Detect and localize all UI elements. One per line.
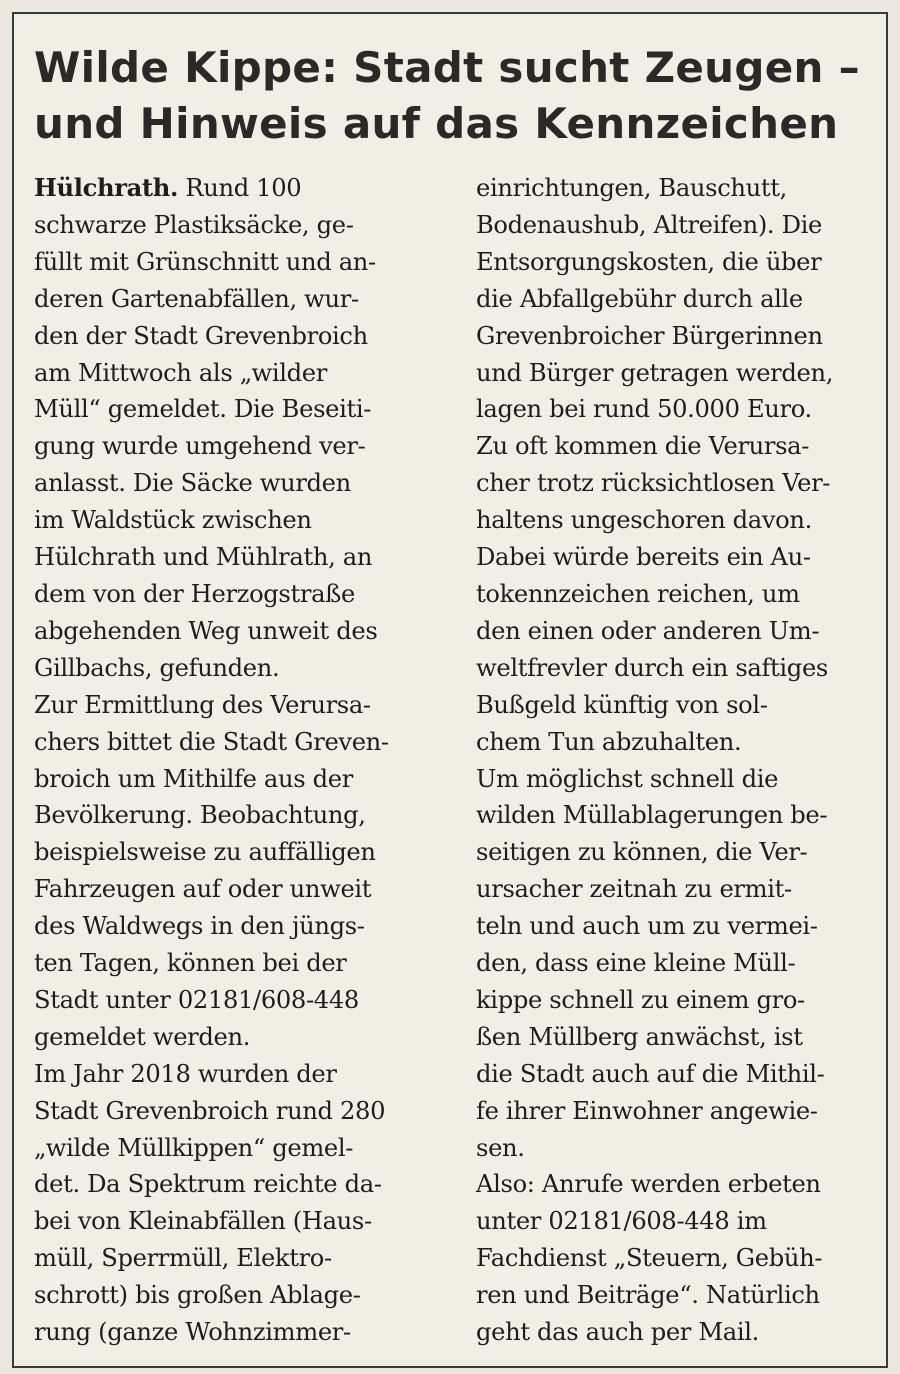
text-line: seitigen zu können, die Ver- <box>476 838 808 867</box>
text-line: Grevenbroicher Bürgerinnen <box>476 321 823 350</box>
text-line: weltfrevler durch ein saftiges <box>476 653 828 682</box>
headline-line-1: Wilde Kippe: Stadt sucht Zeugen – <box>34 43 860 92</box>
text-line: cher trotz rücksichtlosen Ver- <box>476 469 831 498</box>
text-line: ßen Müllberg anwächst, ist <box>476 1022 803 1051</box>
text-line: chem Tun abzuhalten. <box>476 727 742 756</box>
text-line: einrichtungen, Bauschutt, <box>476 174 787 202</box>
text-line: geht das auch per Mail. <box>476 1318 759 1347</box>
newspaper-clipping <box>12 12 888 1368</box>
text-line: füllt mit Grünschnitt und an- <box>34 247 376 276</box>
text-line: beispielsweise zu auffälligen <box>34 838 376 867</box>
text-line: schrott) bis großen Ablage- <box>34 1281 361 1310</box>
text-line: müll, Sperrmüll, Elektro- <box>34 1244 332 1273</box>
article-column-right <box>476 170 871 1351</box>
text-line: rung (ganze Wohnzimmer- <box>34 1318 351 1347</box>
text-line: det. Da Spektrum reichte da- <box>34 1170 382 1199</box>
text-line: Entsorgungskosten, die über <box>476 247 822 276</box>
text-line: die Stadt auch auf die Mithil- <box>476 1059 825 1088</box>
text-line: ren und Beiträge“. Natürlich <box>476 1281 820 1310</box>
text-line: Um möglichst schnell die <box>476 764 779 793</box>
text-line: Also: Anrufe werden erbeten <box>476 1170 821 1199</box>
text-line: Zu oft kommen die Verursa- <box>476 432 810 461</box>
text-line: ursacher zeitnah zu ermit- <box>476 875 792 904</box>
text-line: Stadt unter 02181/608-448 <box>34 985 359 1014</box>
text-line: abgehenden Weg unweit des <box>34 616 378 645</box>
text-line: den einen oder anderen Um- <box>476 616 820 645</box>
text-line: und Bürger getragen werden, <box>476 358 834 387</box>
text-line: im Waldstück zwischen <box>34 506 312 535</box>
article-column-left <box>34 170 429 1351</box>
text-line: Fachdienst „Steuern, Gebüh- <box>476 1244 823 1273</box>
headline-line-2: und Hinweis auf das Kennzeichen <box>34 99 839 148</box>
text-line: teln und auch um zu vermei- <box>476 912 818 941</box>
text-line: Zur Ermittlung des Verursa- <box>34 690 371 719</box>
text-line: gemeldet werden. <box>34 1022 251 1051</box>
text-line: wilden Müllablagerungen be- <box>476 801 828 830</box>
text-line: die Abfallgebühr durch alle <box>476 284 803 313</box>
dateline: Hülchrath. <box>34 173 179 202</box>
text-line: schwarze Plastiksäcke, ge- <box>34 210 354 239</box>
text-line: sen. <box>476 1133 525 1162</box>
text-line-rest: Rund 100 <box>178 174 302 202</box>
text-line <box>34 170 429 207</box>
text-line: haltens ungeschoren davon. <box>476 506 812 535</box>
text-line: den der Stadt Grevenbroich <box>34 321 368 350</box>
text-line: am Mittwoch als „wilder <box>34 358 327 387</box>
text-line: kippe schnell zu einem gro- <box>476 985 805 1014</box>
text-line: bei von Kleinabfällen (Haus- <box>34 1207 372 1236</box>
text-line: gung wurde umgehend ver- <box>34 432 366 461</box>
text-line: Gillbachs, gefunden. <box>34 653 280 682</box>
text-line: Im Jahr 2018 wurden der <box>34 1059 337 1088</box>
text-line: broich um Mithilfe aus der <box>34 764 353 793</box>
text-line: fe ihrer Einwohner angewie- <box>476 1096 818 1125</box>
text-line: Dabei würde bereits ein Au- <box>476 543 811 572</box>
text-line: den, dass eine kleine Müll- <box>476 949 796 978</box>
text-line: anlasst. Die Säcke wurden <box>34 469 351 498</box>
text-line: Hülchrath und Mühlrath, an <box>34 543 373 572</box>
headline <box>34 40 874 152</box>
text-line: chers bittet die Stadt Greven- <box>34 727 389 756</box>
text-line: Müll“ gemeldet. Die Beseiti- <box>34 395 372 424</box>
text-line: Bußgeld künftig von sol- <box>476 690 768 719</box>
text-line: tokennzeichen reichen, um <box>476 579 800 608</box>
text-line: ten Tagen, können bei der <box>34 949 347 978</box>
text-line: Stadt Grevenbroich rund 280 <box>34 1096 386 1125</box>
text-line: dem von der Herzogstraße <box>34 579 355 608</box>
text-line: Bodenaushub, Altreifen). Die <box>476 210 822 239</box>
text-line: „wilde Müllkippen“ gemel- <box>34 1133 354 1162</box>
text-line: unter 02181/608-448 im <box>476 1207 767 1236</box>
text-line: Bevölkerung. Beobachtung, <box>34 801 366 830</box>
text-line: Fahrzeugen auf oder unweit <box>34 875 372 904</box>
text-line: des Waldwegs in den jüngs- <box>34 912 365 941</box>
text-line: lagen bei rund 50.000 Euro. <box>476 395 812 424</box>
text-line: deren Gartenabfällen, wur- <box>34 284 359 313</box>
